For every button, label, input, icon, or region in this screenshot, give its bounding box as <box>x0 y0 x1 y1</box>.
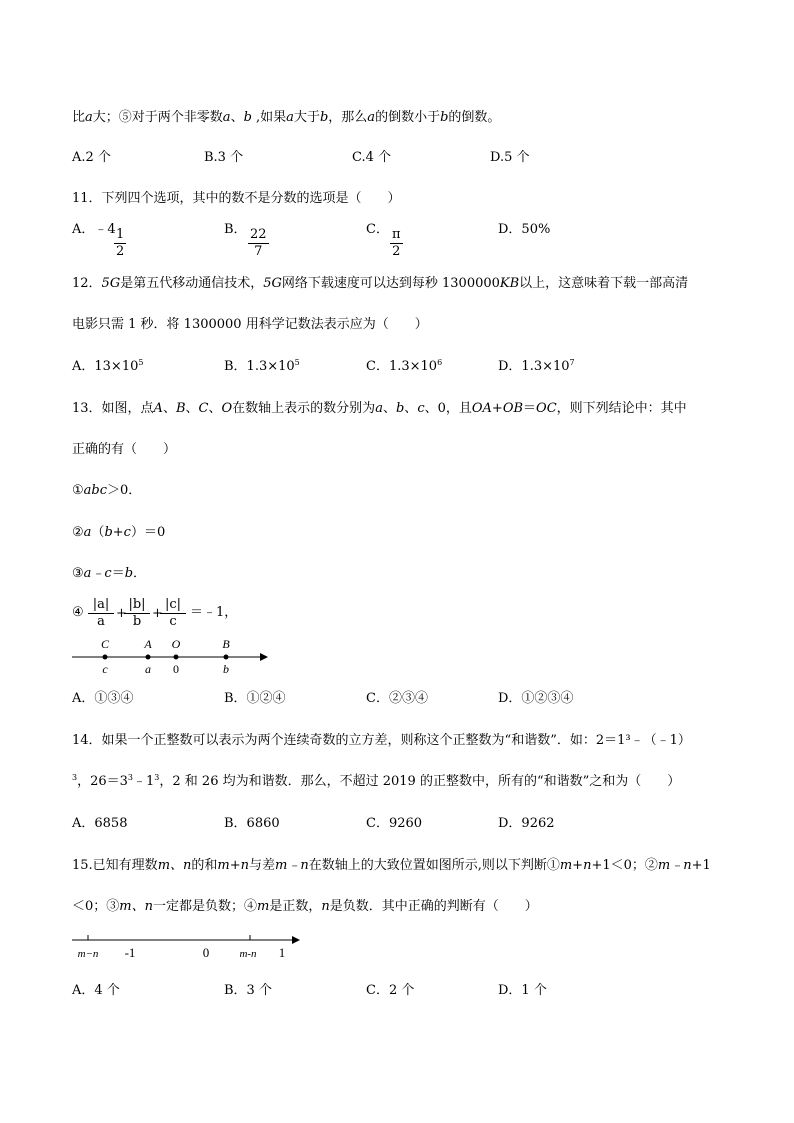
denominator: 2 <box>392 244 401 259</box>
q13-plus-2: + <box>152 606 163 621</box>
q11-option-b-label: B． <box>224 222 247 237</box>
exponent: 6 <box>437 358 443 367</box>
var: 5G <box>101 276 121 291</box>
text: ＞0． <box>107 483 142 498</box>
text: ① <box>72 483 84 498</box>
text: 15.已知有理数 <box>72 858 158 873</box>
text: ﹣1 <box>133 774 155 789</box>
dot <box>146 655 151 660</box>
denominator: 2 <box>116 244 125 259</box>
numerator: π <box>392 227 401 242</box>
q13-statement-4-suffix: ＝﹣1， <box>190 605 238 620</box>
q15-option-d: D．1 个 <box>498 983 547 998</box>
text: ＝ <box>523 401 537 416</box>
numerator: 1 <box>116 227 125 242</box>
q12-option-a <box>72 358 143 376</box>
var: a <box>367 110 376 125</box>
var: a <box>222 110 231 125</box>
text: 、 <box>404 401 418 416</box>
var: m、n <box>119 899 153 914</box>
q11-stem: 11．下列四个选项，其中的数不是分数的选项是（ ） <box>72 191 401 206</box>
text: ，则下列结论中：其中 <box>556 401 687 416</box>
q11-fraction-c <box>390 227 403 260</box>
text: ② <box>72 525 84 540</box>
var: OC <box>536 401 557 416</box>
text: 、 <box>208 401 222 416</box>
var: m <box>257 899 270 914</box>
axis-label-mn-right: m-n <box>239 948 257 960</box>
text: 网络下载速度可以达到每秒 1300000 <box>281 276 500 291</box>
var: A <box>153 401 163 416</box>
q14-option-a: A．6858 <box>72 816 128 831</box>
q11-option-a <box>72 221 116 239</box>
q13-statement-4-prefix: ④ <box>72 605 84 620</box>
var: a <box>286 110 294 125</box>
point-label: B <box>222 637 230 651</box>
text: 、 <box>230 110 244 125</box>
axis-label-mn-left: m−n <box>77 948 99 960</box>
text: 12． <box>72 276 102 291</box>
var: 5G <box>263 276 282 291</box>
text: +1＜0；② <box>591 858 658 873</box>
text: 比 <box>72 110 86 125</box>
base: B．1.3×10 <box>224 359 295 374</box>
point-label: O <box>171 637 181 651</box>
q12-option-b <box>224 358 300 376</box>
q11-option-c-label: C． <box>366 222 389 237</box>
q13-option-a: A．①③④ <box>72 691 134 706</box>
text: （ <box>91 525 105 540</box>
text: 的倒数小于 <box>375 110 441 125</box>
text: 、 <box>185 401 199 416</box>
q13-fraction-b <box>124 597 150 630</box>
q11-fraction-a <box>114 227 126 260</box>
text: 在数轴上表示的数分别为 <box>232 401 376 416</box>
q13-stem-line2: 正确的有（ ） <box>72 442 177 457</box>
text: ）＝0 <box>130 525 166 540</box>
denominator: 7 <box>254 244 263 259</box>
q10-option-b: B.3 个 <box>204 150 244 165</box>
text: 是第五代移动通信技术， <box>120 276 264 291</box>
dot <box>174 655 179 660</box>
var: c <box>417 401 425 416</box>
point-value: 0 <box>173 662 179 676</box>
denominator: b <box>132 614 142 629</box>
option-label: A． <box>72 222 95 237</box>
base: D．1.3×10 <box>498 359 570 374</box>
base: C．1.3×10 <box>366 359 438 374</box>
text: ＝ <box>111 566 125 581</box>
numerator: |c| <box>160 597 186 614</box>
q14-option-c: C．9260 <box>366 816 423 831</box>
var: a <box>375 401 383 416</box>
text: ③ <box>72 566 84 581</box>
base: A．13×10 <box>72 359 139 374</box>
var: m﹣n <box>657 858 692 873</box>
var: m+n <box>559 858 592 873</box>
point-label: C <box>100 637 110 651</box>
point-value: c <box>102 662 108 676</box>
q13-plus-1: + <box>116 606 127 621</box>
denominator: c <box>169 614 177 629</box>
q11-option-d: D．50% <box>498 222 551 237</box>
q14-stem-line1: 14．如果一个正整数可以表示为两个连续奇数的立方差，则称这个正整数为“和谐数”．如：2＝1³﹣（﹣1） <box>72 733 691 748</box>
var: b <box>124 566 134 581</box>
q12-stem-line2: 电影只需 1 秒．将 1300000 用科学记数法表示应为（ ） <box>72 317 428 332</box>
exponent: 5 <box>138 358 144 367</box>
var: O <box>221 401 233 416</box>
var: KB <box>499 276 520 291</box>
var: m、n <box>157 858 192 873</box>
var: C <box>198 401 209 416</box>
var: b <box>319 110 329 125</box>
q13-fraction-c <box>160 597 186 630</box>
q12-stem-line1 <box>72 275 688 293</box>
text: 的倒数。 <box>448 110 501 125</box>
numerator: |b| <box>124 597 150 614</box>
axis-arrow <box>260 653 268 661</box>
var: b <box>440 110 449 125</box>
text: ,如果 <box>251 110 287 125</box>
q14-stem-line2 <box>72 773 680 791</box>
q12-option-c <box>366 358 442 376</box>
q13-option-d: D．①②③④ <box>498 691 574 706</box>
q13-stem-line1 <box>72 400 687 418</box>
text: ． <box>133 566 147 581</box>
var: n <box>321 899 330 914</box>
q11-fraction-b <box>248 227 269 260</box>
text: +1 <box>691 858 711 873</box>
text: ＜0；③ <box>72 899 120 914</box>
q15-option-c: C．2 个 <box>366 983 415 998</box>
q15-stem-line1 <box>72 857 711 875</box>
q14-option-b: B．6860 <box>224 816 280 831</box>
text: 13．如图，点 <box>72 401 154 416</box>
q13-statement-1 <box>72 482 141 500</box>
text: 大；⑤对于两个非零数 <box>92 110 223 125</box>
q13-fraction-a <box>88 597 114 630</box>
var: OA+OB <box>471 401 524 416</box>
text: 是负数．其中正确的判断有（ ） <box>329 899 538 914</box>
q13-option-b: B．①②④ <box>224 691 286 706</box>
dot <box>224 655 229 660</box>
exponent: 3 <box>127 773 134 782</box>
text: 的和 <box>191 858 218 873</box>
q13-statement-3 <box>72 565 146 583</box>
q10-option-a: A.2 个 <box>72 150 111 165</box>
q15-option-b: B．3 个 <box>224 983 272 998</box>
q13-statement-2 <box>72 524 165 542</box>
var: b <box>243 110 252 125</box>
denominator: a <box>97 614 105 629</box>
var: m+n <box>217 858 249 873</box>
axis-label-one: 1 <box>278 945 286 960</box>
text: 、 <box>382 401 396 416</box>
whole-number: ﹣4 <box>94 222 116 237</box>
q15-option-a: A．4 个 <box>72 983 120 998</box>
var: b <box>395 401 405 416</box>
q10-option-d: D.5 个 <box>490 150 530 165</box>
text: 、0，且 <box>424 401 472 416</box>
exponent: 3 <box>154 773 160 782</box>
text: 一定都是负数；④ <box>152 899 257 914</box>
text: 、 <box>162 401 176 416</box>
var: B <box>175 401 186 416</box>
exponent: 7 <box>569 358 575 367</box>
text: 以上，这意味着下载一部高清 <box>519 276 689 291</box>
text: 是正数， <box>269 899 322 914</box>
q13-number-line <box>60 632 280 680</box>
q15-number-line <box>66 930 306 964</box>
q15-stem-line2 <box>72 898 538 916</box>
text: 在数轴上的大致位置如图所示,则以下判断① <box>308 858 560 873</box>
numerator: 22 <box>250 227 267 242</box>
axis-arrow <box>292 936 300 944</box>
q14-option-d: D．9262 <box>498 816 555 831</box>
var: a <box>83 525 92 540</box>
var: a <box>85 110 93 125</box>
var: abc <box>83 483 108 498</box>
text: 大于 <box>293 110 320 125</box>
axis-label-zero: 0 <box>202 945 210 960</box>
exponent: 3 <box>72 773 78 782</box>
text: ，那么 <box>328 110 368 125</box>
var: b+c <box>104 525 131 540</box>
point-value: b <box>223 662 229 676</box>
q13-option-c: C．②③④ <box>366 691 428 706</box>
q10-option-c: C.4 个 <box>352 150 392 165</box>
point-value: a <box>145 662 151 676</box>
point-label: A <box>144 637 152 651</box>
text: ，2 和 26 均为和谐数．那么，不超过 2019 的正整数中，所有的“和谐数”之和为（ ） <box>159 774 681 789</box>
numerator: |a| <box>88 597 114 614</box>
var: a﹣c <box>83 566 112 581</box>
exponent: 5 <box>294 358 300 367</box>
text: 与差 <box>249 858 276 873</box>
q12-option-d <box>498 358 575 376</box>
q10-tail-line <box>72 109 500 127</box>
var: m﹣n <box>275 858 309 873</box>
axis-label-minus-one: -1 <box>124 945 136 960</box>
dot <box>103 655 108 660</box>
text: ，26＝3 <box>77 774 128 789</box>
